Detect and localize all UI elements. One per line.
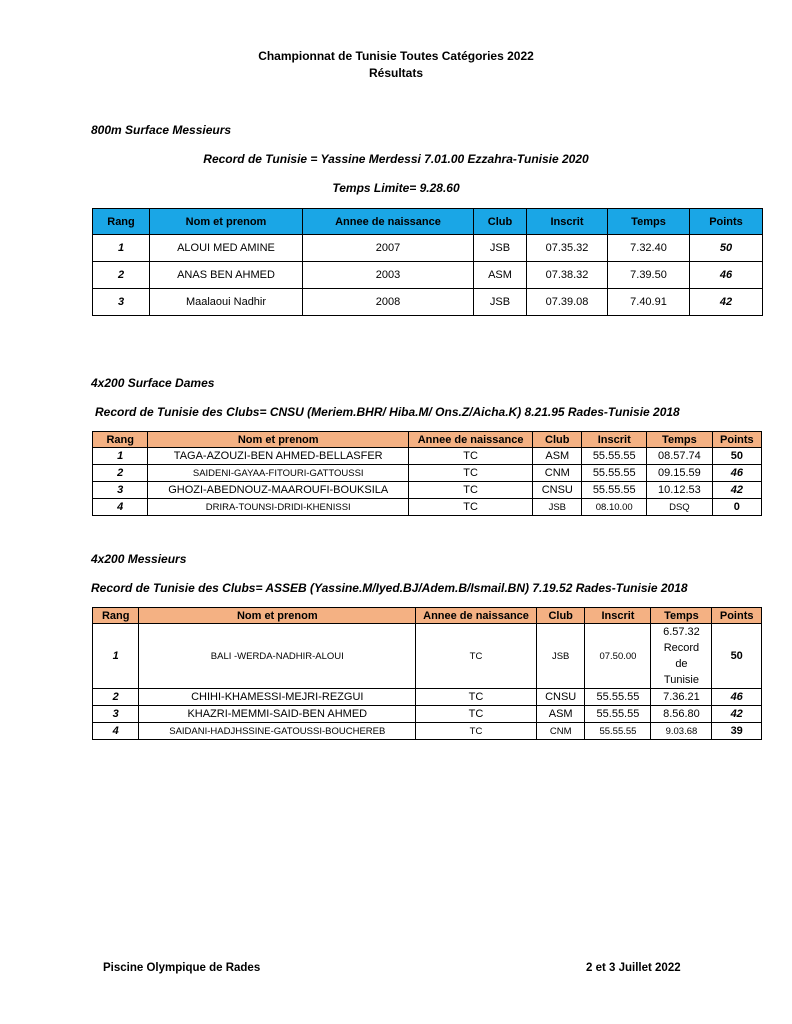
col-header-nom: Nom et prenom	[139, 608, 416, 624]
col-header-club: Club	[533, 432, 582, 448]
temps-note: Record	[663, 642, 700, 654]
col-header-nom: Nom et prenom	[148, 432, 409, 448]
cell-inscrit: 55.55.55	[585, 706, 651, 723]
table-row	[93, 235, 763, 262]
col-header-nom: Nom et prenom	[150, 209, 303, 235]
cell-inscrit: 55.55.55	[582, 482, 647, 499]
cell-rang: 1	[93, 624, 139, 689]
cell-nom: KHAZRI-MEMMI-SAID-BEN AHMED	[139, 706, 416, 723]
cell-club: JSB	[533, 499, 582, 516]
cell-rang: 4	[93, 499, 148, 516]
cell-club: CNM	[536, 723, 585, 740]
cell-temps: 10.12.53	[647, 482, 713, 499]
cell-points: 42	[712, 706, 762, 723]
cell-rang: 2	[93, 689, 139, 706]
col-header-annee: Annee de naissance	[416, 608, 537, 624]
cell-points: 50	[712, 624, 762, 689]
cell-temps: DSQ	[647, 499, 713, 516]
table-row	[93, 689, 762, 706]
col-header-inscrit: Inscrit	[582, 432, 647, 448]
cell-temps: 09.15.59	[647, 465, 713, 482]
cell-annee: TC	[416, 706, 537, 723]
cell-club: JSB	[474, 289, 527, 316]
col-header-annee: Annee de naissance	[303, 209, 474, 235]
cell-points: 39	[712, 723, 762, 740]
table-row	[93, 289, 763, 316]
col-header-rang: Rang	[93, 209, 150, 235]
table-row	[93, 499, 762, 516]
event-limit-800m: Temps Limite= 9.28.60	[332, 181, 460, 195]
cell-inscrit: 07.38.32	[527, 262, 608, 289]
cell-rang: 2	[93, 262, 150, 289]
results-table-4x200-dames	[92, 431, 762, 516]
cell-nom: CHIHI-KHAMESSI-MEJRI-REZGUI	[139, 689, 416, 706]
cell-annee: 2008	[303, 289, 474, 316]
table-row	[93, 723, 762, 740]
event-title-800m: 800m Surface Messieurs	[91, 123, 232, 137]
cell-club: CNSU	[533, 482, 582, 499]
col-header-annee: Annee de naissance	[409, 432, 533, 448]
table-row	[93, 465, 762, 482]
col-header-points: Points	[712, 608, 762, 624]
results-table-4x200-messieurs	[92, 607, 762, 740]
page-title: Championnat de Tunisie Toutes Catégories 2022	[258, 49, 534, 63]
cell-club: CNSU	[536, 689, 585, 706]
cell-points: 46	[712, 689, 762, 706]
cell-temps: 8.56.80	[651, 706, 712, 723]
results-table-800m	[92, 208, 763, 316]
cell-temps: 7.40.91	[608, 289, 690, 316]
cell-annee: TC	[409, 465, 533, 482]
cell-club: JSB	[536, 624, 585, 689]
col-header-temps: Temps	[651, 608, 712, 624]
cell-rang: 3	[93, 289, 150, 316]
cell-club: CNM	[533, 465, 582, 482]
cell-inscrit: 55.55.55	[585, 723, 651, 740]
event-record-4x200-dames: Record de Tunisie des Clubs= CNSU (Meriem.BHR/ Hiba.M/ Ons.Z/Aicha.K) 8.21.95 Rades-Tunisie 2018	[95, 405, 680, 419]
page-subtitle: Résultats	[368, 66, 424, 80]
col-header-inscrit: Inscrit	[585, 608, 651, 624]
cell-inscrit: 08.10.00	[582, 499, 647, 516]
table-row	[93, 482, 762, 499]
cell-nom: ALOUI MED AMINE	[150, 235, 303, 262]
cell-points: 0	[712, 499, 761, 516]
footer-venue: Piscine Olympique de Rades	[103, 962, 261, 974]
cell-temps: 7.32.40	[608, 235, 690, 262]
temps-value: 6.57.32	[663, 626, 700, 638]
cell-annee: TC	[416, 689, 537, 706]
cell-points: 42	[712, 482, 761, 499]
cell-nom: GHOZI-ABEDNOUZ-MAAROUFI-BOUKSILA	[148, 482, 409, 499]
event-title-4x200-dames: 4x200 Surface Dames	[91, 376, 215, 390]
col-header-points: Points	[712, 432, 761, 448]
cell-inscrit: 07.50.00	[585, 624, 651, 689]
cell-inscrit: 55.55.55	[582, 465, 647, 482]
cell-temps: 7.36.21	[651, 689, 712, 706]
cell-temps: 9.03.68	[651, 723, 712, 740]
col-header-temps: Temps	[608, 209, 690, 235]
col-header-rang: Rang	[93, 432, 148, 448]
cell-temps: 08.57.74	[647, 448, 713, 465]
cell-nom: SAIDENI-GAYAA-FITOURI-GATTOUSSI	[148, 465, 409, 482]
cell-rang: 1	[93, 235, 150, 262]
cell-rang: 3	[93, 482, 148, 499]
temps-note: de	[675, 658, 688, 670]
cell-annee: TC	[416, 624, 537, 689]
col-header-inscrit: Inscrit	[527, 209, 608, 235]
cell-nom: DRIRA-TOUNSI-DRIDI-KHENISSI	[148, 499, 409, 516]
cell-nom: Maalaoui Nadhir	[150, 289, 303, 316]
cell-annee: TC	[409, 499, 533, 516]
col-header-club: Club	[474, 209, 527, 235]
event-record-4x200-messieurs: Record de Tunisie des Clubs= ASSEB (Yassine.M/Iyed.BJ/Adem.B/Ismail.BN) 7.19.52 Rades-Tunisie 2018	[91, 581, 688, 595]
table-header-row	[93, 209, 763, 235]
cell-club: ASM	[533, 448, 582, 465]
cell-club: ASM	[474, 262, 527, 289]
cell-annee: TC	[409, 482, 533, 499]
cell-rang: 1	[93, 448, 148, 465]
cell-annee: TC	[409, 448, 533, 465]
cell-annee: TC	[416, 723, 537, 740]
cell-inscrit: 55.55.55	[582, 448, 647, 465]
table-row	[93, 706, 762, 723]
cell-rang: 3	[93, 706, 139, 723]
event-record-800m: Record de Tunisie = Yassine Merdessi 7.01.00 Ezzahra-Tunisie 2020	[203, 152, 589, 166]
cell-annee: 2007	[303, 235, 474, 262]
cell-club: ASM	[536, 706, 585, 723]
cell-inscrit: 55.55.55	[585, 689, 651, 706]
cell-rang: 4	[93, 723, 139, 740]
cell-club: JSB	[474, 235, 527, 262]
col-header-club: Club	[536, 608, 585, 624]
cell-temps: 7.39.50	[608, 262, 690, 289]
cell-nom: ANAS BEN AHMED	[150, 262, 303, 289]
col-header-temps: Temps	[647, 432, 713, 448]
cell-inscrit: 07.35.32	[527, 235, 608, 262]
table-row	[93, 262, 763, 289]
table-header-row	[93, 432, 762, 448]
footer-date: 2 et 3 Juillet 2022	[586, 962, 681, 974]
cell-nom: TAGA-AZOUZI-BEN AHMED-BELLASFER	[148, 448, 409, 465]
cell-temps-record	[651, 624, 712, 689]
cell-annee: 2003	[303, 262, 474, 289]
table-header-row	[93, 608, 762, 624]
cell-points: 42	[690, 289, 763, 316]
col-header-points: Points	[690, 209, 763, 235]
cell-nom: BALI -WERDA-NADHIR-ALOUI	[139, 624, 416, 689]
event-title-4x200-messieurs: 4x200 Messieurs	[91, 552, 187, 566]
cell-points: 50	[712, 448, 761, 465]
cell-inscrit: 07.39.08	[527, 289, 608, 316]
table-row	[93, 624, 762, 689]
temps-note: Tunisie	[663, 674, 699, 686]
col-header-rang: Rang	[93, 608, 139, 624]
cell-points: 46	[712, 465, 761, 482]
cell-rang: 2	[93, 465, 148, 482]
cell-points: 50	[690, 235, 763, 262]
table-row	[93, 448, 762, 465]
cell-points: 46	[690, 262, 763, 289]
cell-nom: SAIDANI-HADJHSSINE-GATOUSSI-BOUCHEREB	[139, 723, 416, 740]
